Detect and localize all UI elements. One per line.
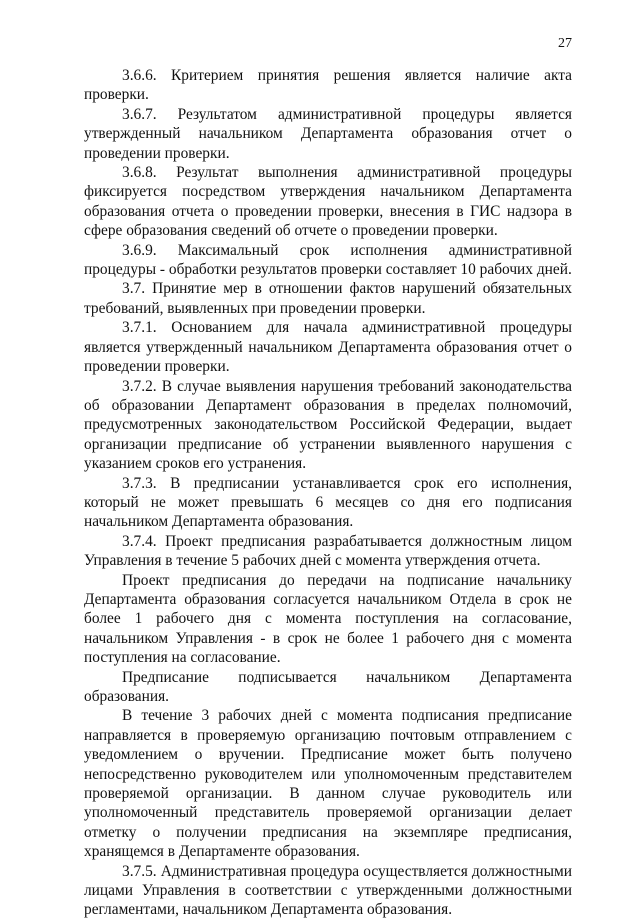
paragraph-3-7-5: 3.7.5. Административная процедура осуществляется должностными лицами Управления в соответствии с утвержденными должностными регламентами, начальником Департамента образования. [84,862,572,919]
paragraph-3-7-4: 3.7.4. Проект предписания разрабатывается должностным лицом Управления в течение 5 рабочих дней с момента утверждения отчета. [84,532,572,570]
paragraph-draft-approval: Проект предписания до передачи на подписание начальнику Департамента образования согласуется начальником Отдела в срок не более 1 рабочего дня с момента поступления на согласование, начальником Управления - в срок не более 1 рабочего дня с момента поступления на согласование. [84,571,572,667]
section-heading-3-7: 3.7. Принятие мер в отношении фактов нарушений обязательных требований, выявленных при проведении проверки. [84,280,572,317]
paragraph-3-7-2: 3.7.2. В случае выявления нарушения требований законодательства об образовании Департамент образования в пределах полномочий, предусмотренных законодательством Российской Федерации, выдает организации предписание об устранении выявленного нарушения с указанием сроков его устранения. [84,377,572,473]
paragraph-signing: Предписание подписывается начальником Департамента образования. [84,668,572,705]
document-body [84,66,572,920]
paragraph-3-6-7: 3.6.7. Результатом административной процедуры является утвержденный начальником Департамента образования отчет о проведении проверки. [84,105,572,162]
paragraph-3-6-9: 3.6.9. Максимальный срок исполнения административной процедуры - обработки результатов проверки составляет 10 рабочих дней. [84,241,572,279]
paragraph-3-6-6: 3.6.6. Критерием принятия решения является наличие акта проверки. [84,67,572,104]
paragraph-3-7-1: 3.7.1. Основанием для начала административной процедуры является утвержденный начальником Департамента образования отчет о проведении проверки. [84,319,572,376]
paragraph-3-6-8: 3.6.8. Результат выполнения административной процедуры фиксируется посредством утверждения начальником Департамента образования отчета о проведении проверки, внесения в ГИС надзора в сфере образования сведений об отчете о проведении проверки. [84,164,572,240]
paragraph-delivery: В течение 3 рабочих дней с момента подписания предписание направляется в проверяемую организацию почтовым отправлением с уведомлением о вручении. Предписание может быть получено непосредственно руководителем или уполномоченным представителем проверяемой организации. В данном случае руководитель или уполномоченный представитель проверяемой организации делает отметку о получении предписания на экземпляре предписания, хранящемся в Департаменте образования. [84,707,572,861]
page-number: 27 [558,36,572,51]
paragraph-3-7-3: 3.7.3. В предписании устанавливается срок его исполнения, который не может превышать 6 месяцев со дня его подписания начальником Департамента образования. [84,474,572,531]
